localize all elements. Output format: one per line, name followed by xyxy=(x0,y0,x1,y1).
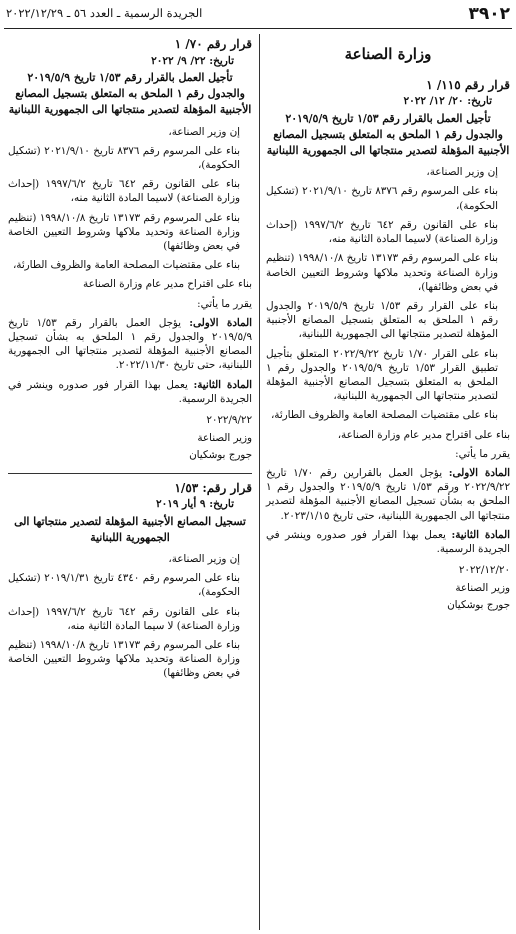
left-column xyxy=(8,36,252,686)
article-1 xyxy=(266,466,510,523)
signer-name: جورج بوشكيان xyxy=(447,599,510,612)
sign-date: ٢٠٢٢/٩/٢٢ xyxy=(206,414,252,427)
section-separator xyxy=(8,473,252,474)
minister-intro: إن وزير الصناعة، xyxy=(168,125,240,138)
decision-number: قرار رقم ١١٥/ ١ xyxy=(426,77,510,92)
page-number: ٣٩٠٢ xyxy=(468,4,510,24)
article-text: يعمل بهذا القرار فور صدوره وينشر في الجريدة الرسمية. xyxy=(8,378,252,405)
signer-title: وزير الصناعة xyxy=(197,431,252,444)
article-2 xyxy=(266,528,510,556)
decision-number: قرار رقم ٧٠/ ١ xyxy=(174,37,252,51)
recital: بناء على المرسوم رقم ١٣١٧٣ تاريخ ١٩٩٨/١٠/٨ (تنظيم وزارة الصناعة وتحديد ملاكها وشروط التعيين الخاصة في بعض وظائفها)، xyxy=(266,252,498,293)
right-column xyxy=(266,36,510,615)
article-label: المادة الاولى: xyxy=(189,316,252,329)
signer-title: وزير الصناعة xyxy=(455,581,510,594)
recital: بناء على القانون رقم ٦٤٢ تاريخ ١٩٩٧/٦/٢ (إحداث وزارة الصناعة) لاسيما المادة الثانية منه، xyxy=(266,218,498,246)
decision-title: تأجيل العمل بالقرار رقم ١/٥٣ تاريخ ٢٠١٩/٥/٩ والجدول رقم ١ الملحق به المتعلق بتسجيل المصانع الأجنبية المؤهلة لتصدير منتجاتها الى الجمهورية اللبنانية xyxy=(266,111,510,158)
recital: بناء على مقتضيات المصلحة العامة والظروف الطارئة، xyxy=(12,259,240,272)
decision-date: تاريخ: ٩ أيار ٢٠١٩ xyxy=(155,498,234,511)
recital: بناء على القرار رقم ١/٥٣ تاريخ ٢٠١٩/٥/٩ والجدول رقم ١ الملحق به المتعلق بتسجيل المصانع الأجنبية المؤهلة لتصدير منتجاتها الى الجمهورية اللبنانية، xyxy=(266,299,498,341)
decision-title: تأجيل العمل بالقرار رقم ١/٥٣ تاريخ ٢٠١٩/٥/٩ والجدول رقم ١ الملحق به المتعلق بتسجيل المصانع الأجنبية المؤهلة لتصدير منتجاتها الى الجمهورية اللبنانية xyxy=(8,71,252,117)
recital: بناء على المرسوم رقم ٨٣٧٦ تاريخ ٢٠٢١/٩/١٠ (تشكيل الحكومة)، xyxy=(266,185,498,212)
article-label: المادة الثانية: xyxy=(451,528,510,541)
recital: بناء على المرسوم رقم ١٣١٧٣ تاريخ ١٩٩٨/١٠/٨ (تنظيم وزارة الصناعة وتحديد ملاكها وشروط التعيين الخاصة في بعض وظائفها) xyxy=(8,638,240,680)
article-2 xyxy=(8,378,252,406)
article-text: يؤجل العمل بالقرار رقم ١/٥٣ تاريخ ٢٠١٩/٥/٩ والجدول رقم ١ الملحق به بشأن تسجيل المصانع الأجنبية المؤهلة لتصدير منتجاتها الى الجمهورية اللبنانية، حتى تاريخ ٢٠٢٢/١١/٣٠. xyxy=(8,316,252,372)
decides: يقرر ما يأتي: xyxy=(455,447,510,460)
signature-block xyxy=(266,562,510,615)
article-text: يعمل بهذا القرار فور صدوره وينشر في الجريدة الرسمية. xyxy=(266,528,510,555)
article-label: المادة الثانية: xyxy=(193,378,252,391)
column-divider xyxy=(259,34,260,930)
article-text: يؤجل العمل بالقرارين رقم ١/٧٠ تاريخ ٢٠٢٢/٩/٢٢ ورقم ١/٥٣ تاريخ ٢٠١٩/٥/٩ والجدول رقم ١ الملحق به بشأن تسجيل المصانع الأجنبية المؤهلة لتصدير منتجاتها الى الجمهورية اللبنانية، حتى تاريخ ٢٠٢٣/١/١٥. xyxy=(266,466,510,522)
signature-block xyxy=(8,412,252,465)
decision-number: قرار رقم: ١/٥٣ xyxy=(174,480,252,495)
recital: بناء على المرسوم رقم ٨٣٧٦ تاريخ ٢٠٢١/٩/١٠ (تشكيل الحكومة)، xyxy=(8,144,240,171)
proposal: بناء على اقتراح مدير عام وزارة الصناعة، xyxy=(337,428,510,441)
sign-date: ٢٠٢٢/١٢/٢٠ xyxy=(458,564,510,577)
recital: بناء على القرار ١/٧٠ تاريخ ٢٠٢٢/٩/٢٢ المتعلق بتأجيل تطبيق القرار ١/٥٣ تاريخ ٢٠١٩/٥/٩ والجدول رقم ١ الملحق به المتعلق بتسجيل المصانع الأجنبية المؤهلة لتصدير منتجاتها الى الجمهورية اللبنانية، xyxy=(266,347,498,403)
decides: يقرر ما يأتي: xyxy=(197,297,252,310)
ministry-heading: وزارة الصناعة xyxy=(344,45,432,63)
page-header xyxy=(0,0,516,28)
recital: بناء على المرسوم رقم ٤٣٤٠ تاريخ ٢٠١٩/١/٣١ (تشكيل الحكومة)، xyxy=(8,572,240,599)
article-label: المادة الاولى: xyxy=(448,466,510,479)
recital: بناء على المرسوم رقم ١٣١٧٣ تاريخ ١٩٩٨/١٠/٨ (تنظيم وزارة الصناعة وتحديد ملاكها وشروط التعيين الخاصة في بعض وظائفها) xyxy=(8,211,240,253)
recital: بناء على مقتضيات المصلحة العامة والظروف الطارئة، xyxy=(270,409,498,422)
signer-name: جورج بوشكيان xyxy=(189,449,252,462)
decision-date: تاريخ: ٢٠/ ١٢/ ٢٠٢٢ xyxy=(403,95,492,108)
article-1 xyxy=(8,316,252,373)
decision-title: تسجيل المصانع الأجنبية المؤهلة لتصدير منتجاتها الى الجمهورية اللبنانية xyxy=(14,514,246,544)
minister-intro: إن وزير الصناعة، xyxy=(168,552,240,565)
decision-date: تاريخ: ٢٢/ ٩/ ٢٠٢٢ xyxy=(151,54,234,67)
proposal: بناء على اقتراح مدير عام وزارة الصناعة xyxy=(83,278,252,291)
minister-intro: إن وزير الصناعة، xyxy=(426,166,498,179)
recital: بناء على القانون رقم ٦٤٢ تاريخ ١٩٩٧/٦/٢ (إحداث وزارة الصناعة) لاسيما المادة الثانية منه، xyxy=(8,178,240,205)
gazette-title: الجريدة الرسمية ـ العدد ٥٦ ـ ٢٠٢٢/١٢/٢٩ xyxy=(6,6,203,20)
recital: بناء على القانون رقم ٦٤٢ تاريخ ١٩٩٧/٦/٢ (إحداث وزارة الصناعة) لا سيما المادة الثانية منه، xyxy=(8,605,240,632)
header-rule xyxy=(4,28,512,29)
